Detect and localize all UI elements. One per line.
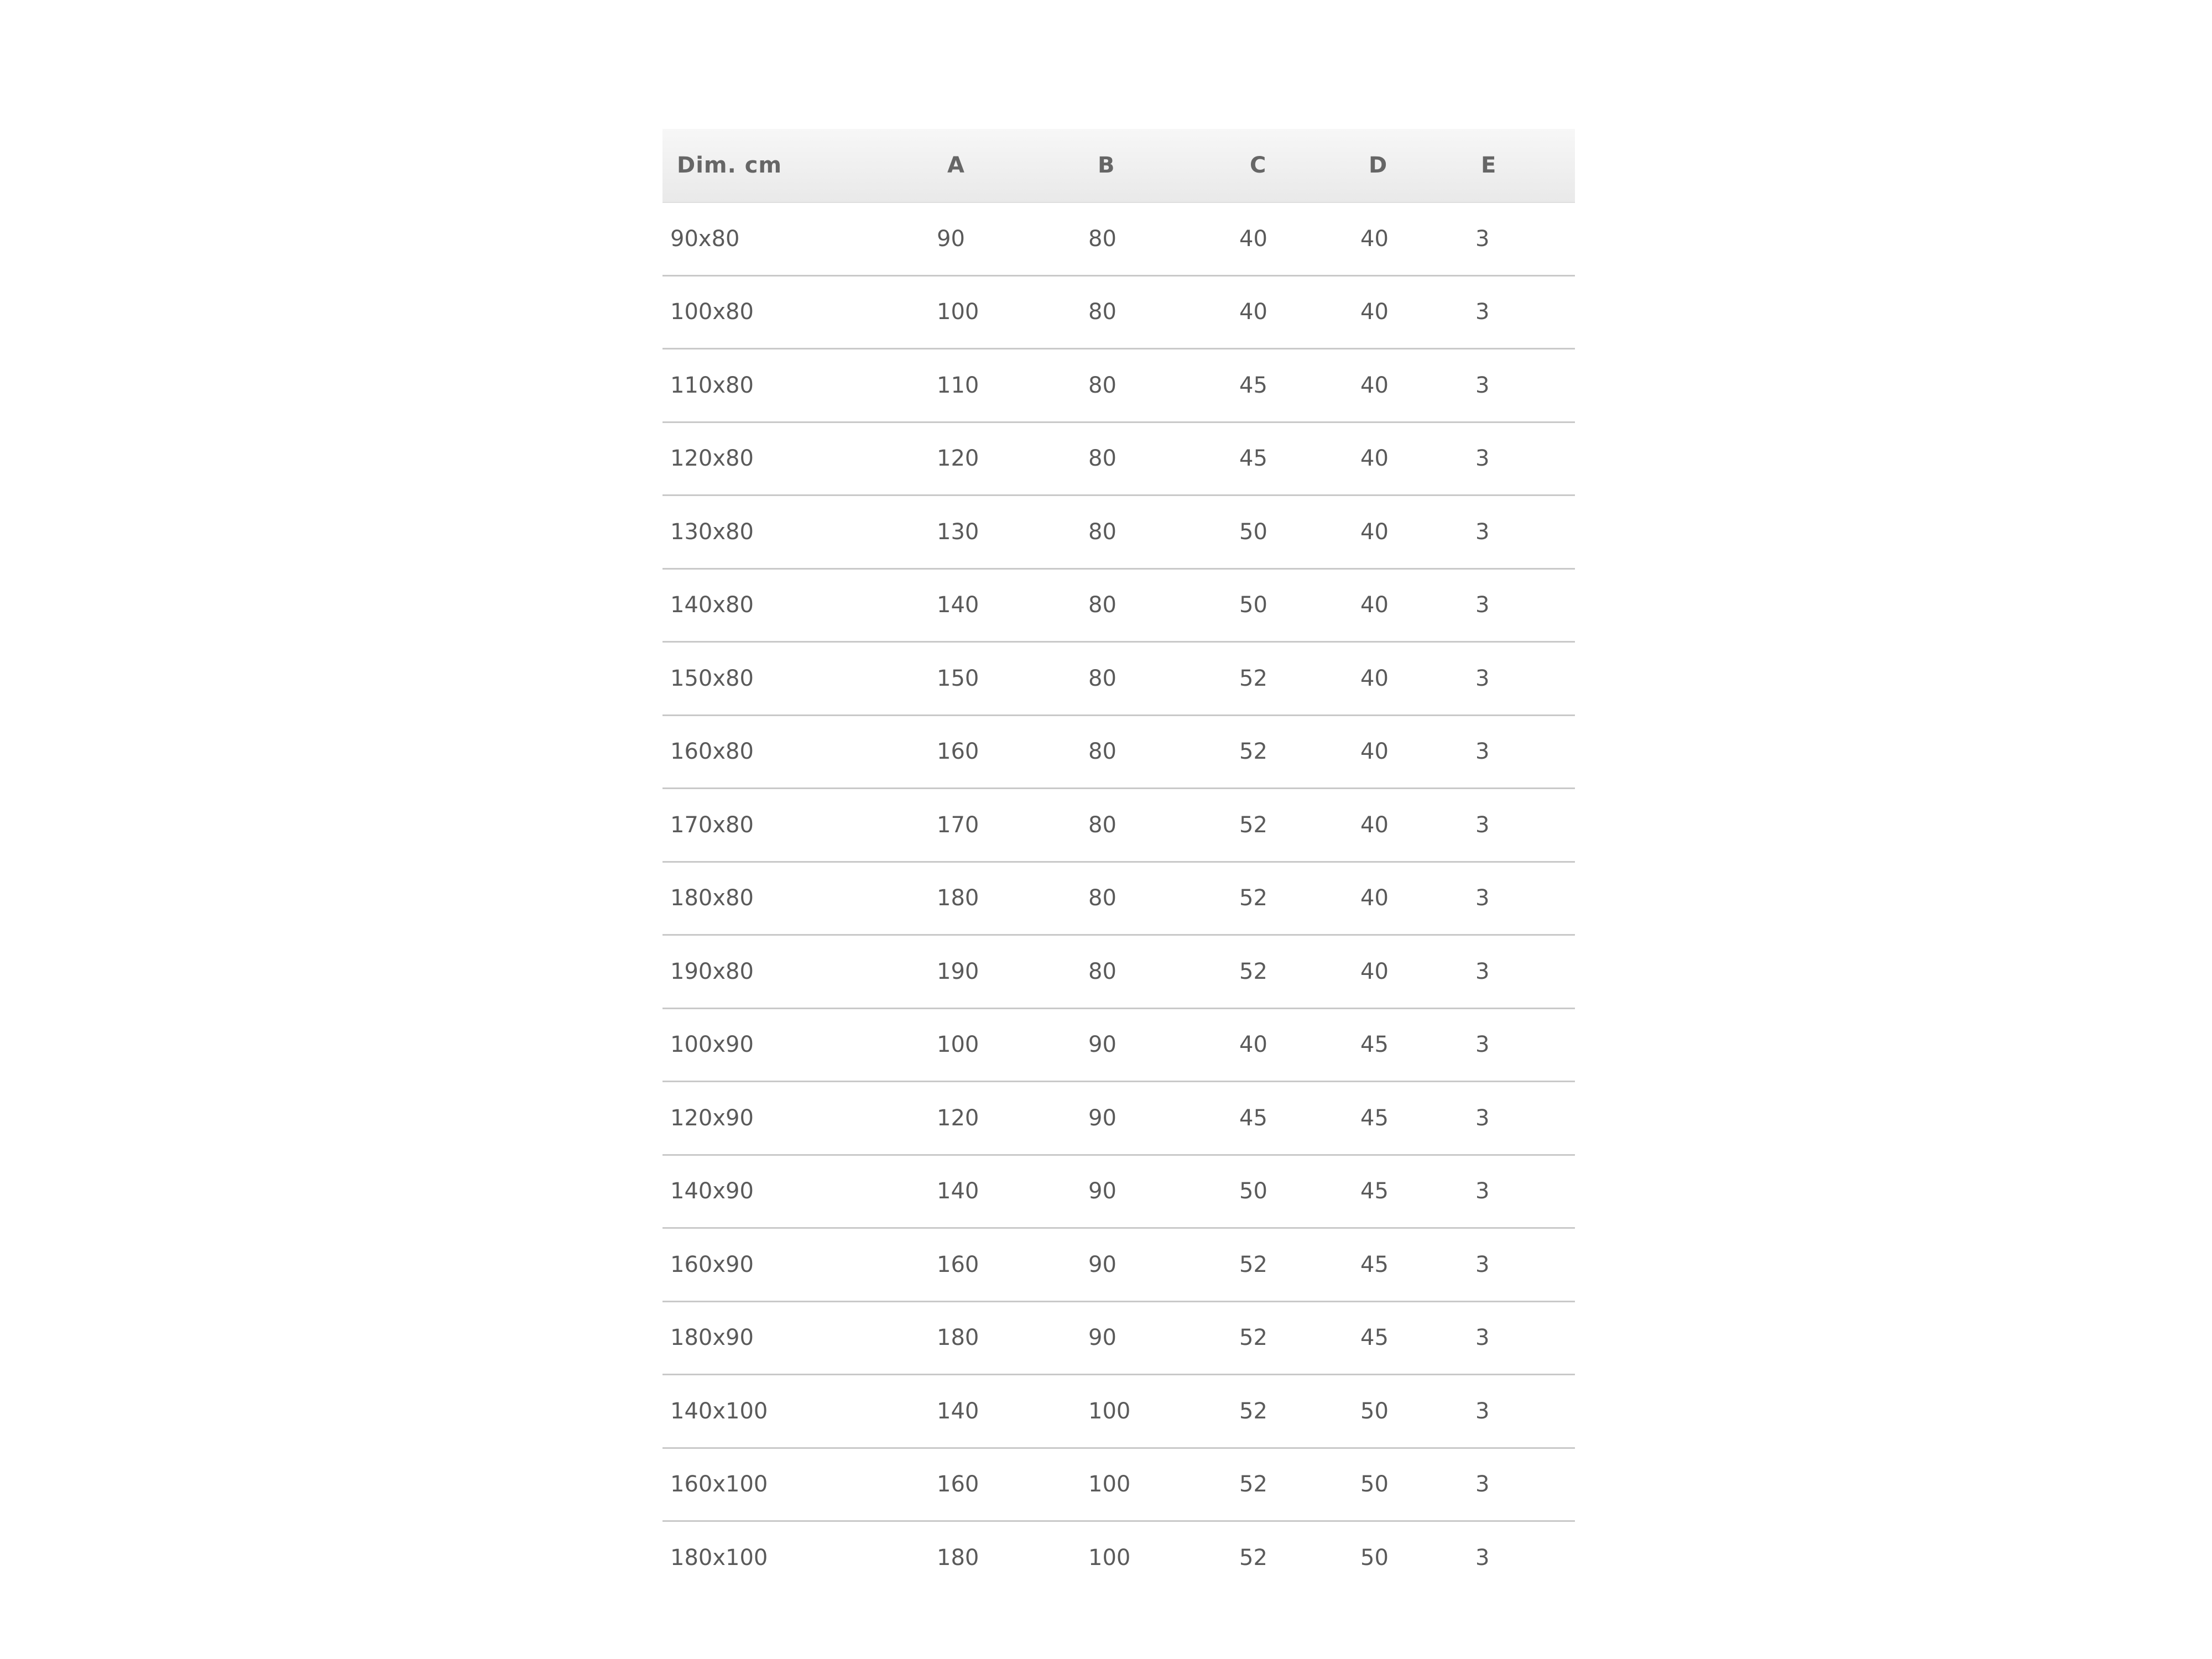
table-row bbox=[662, 1449, 1575, 1522]
cell-a: 160 bbox=[937, 739, 979, 765]
cell-b: 100 bbox=[1088, 1398, 1131, 1424]
cell-a: 90 bbox=[937, 226, 965, 252]
table-header-row bbox=[662, 129, 1575, 203]
cell-e: 3 bbox=[1475, 958, 1490, 984]
cell-d: 40 bbox=[1360, 665, 1389, 691]
cell-d: 40 bbox=[1360, 592, 1389, 618]
header-b: B bbox=[1098, 153, 1115, 178]
table-row bbox=[662, 276, 1575, 350]
cell-b: 80 bbox=[1088, 299, 1117, 325]
cell-b: 90 bbox=[1088, 1178, 1117, 1204]
cell-d: 40 bbox=[1360, 739, 1389, 765]
cell-a: 160 bbox=[937, 1472, 979, 1498]
cell-e: 3 bbox=[1475, 1178, 1490, 1204]
table-row bbox=[662, 496, 1575, 570]
cell-c: 40 bbox=[1239, 299, 1267, 325]
table-row bbox=[662, 1375, 1575, 1449]
cell-d: 50 bbox=[1360, 1545, 1389, 1571]
cell-e: 3 bbox=[1475, 372, 1490, 398]
cell-dim: 100x80 bbox=[670, 299, 754, 325]
cell-d: 50 bbox=[1360, 1472, 1389, 1498]
table-row bbox=[662, 1082, 1575, 1156]
cell-d: 40 bbox=[1360, 885, 1389, 911]
cell-b: 80 bbox=[1088, 519, 1117, 545]
cell-b: 80 bbox=[1088, 372, 1117, 398]
table-body bbox=[662, 203, 1575, 1594]
cell-c: 52 bbox=[1239, 1545, 1267, 1571]
cell-a: 140 bbox=[937, 1178, 979, 1204]
table-row bbox=[662, 936, 1575, 1009]
cell-dim: 100x90 bbox=[670, 1032, 754, 1058]
cell-a: 180 bbox=[937, 1325, 979, 1351]
cell-a: 120 bbox=[937, 1105, 979, 1131]
cell-d: 40 bbox=[1360, 958, 1389, 984]
cell-c: 52 bbox=[1239, 1325, 1267, 1351]
cell-dim: 120x80 bbox=[670, 446, 754, 472]
cell-dim: 140x100 bbox=[670, 1398, 768, 1424]
cell-c: 50 bbox=[1239, 1178, 1267, 1204]
cell-d: 40 bbox=[1360, 519, 1389, 545]
cell-c: 52 bbox=[1239, 958, 1267, 984]
cell-dim: 160x100 bbox=[670, 1472, 768, 1498]
cell-a: 120 bbox=[937, 446, 979, 472]
cell-a: 100 bbox=[937, 299, 979, 325]
cell-b: 80 bbox=[1088, 665, 1117, 691]
cell-a: 100 bbox=[937, 1032, 979, 1058]
cell-c: 52 bbox=[1239, 739, 1267, 765]
table-row bbox=[662, 1009, 1575, 1083]
header-dim-cm: Dim. cm bbox=[677, 153, 782, 178]
cell-a: 150 bbox=[937, 665, 979, 691]
cell-dim: 140x80 bbox=[670, 592, 754, 618]
table-row bbox=[662, 716, 1575, 790]
header-c: C bbox=[1250, 153, 1267, 178]
cell-c: 50 bbox=[1239, 519, 1267, 545]
cell-dim: 170x80 bbox=[670, 812, 754, 838]
table-row bbox=[662, 570, 1575, 643]
cell-dim: 160x80 bbox=[670, 739, 754, 765]
table-row bbox=[662, 1156, 1575, 1229]
cell-e: 3 bbox=[1475, 1105, 1490, 1131]
header-e: E bbox=[1481, 153, 1497, 178]
cell-c: 52 bbox=[1239, 812, 1267, 838]
table-row bbox=[662, 423, 1575, 497]
cell-c: 52 bbox=[1239, 1398, 1267, 1424]
cell-a: 140 bbox=[937, 1398, 979, 1424]
cell-e: 3 bbox=[1475, 299, 1490, 325]
cell-c: 45 bbox=[1239, 1105, 1267, 1131]
cell-e: 3 bbox=[1475, 519, 1490, 545]
cell-c: 52 bbox=[1239, 665, 1267, 691]
cell-e: 3 bbox=[1475, 1472, 1490, 1498]
cell-e: 3 bbox=[1475, 1398, 1490, 1424]
cell-c: 52 bbox=[1239, 1472, 1267, 1498]
cell-a: 190 bbox=[937, 958, 979, 984]
cell-d: 50 bbox=[1360, 1398, 1389, 1424]
cell-e: 3 bbox=[1475, 739, 1490, 765]
cell-b: 80 bbox=[1088, 226, 1117, 252]
cell-a: 180 bbox=[937, 1545, 979, 1571]
table-row bbox=[662, 1229, 1575, 1302]
cell-e: 3 bbox=[1475, 1251, 1490, 1277]
cell-d: 45 bbox=[1360, 1032, 1389, 1058]
cell-b: 90 bbox=[1088, 1251, 1117, 1277]
header-a: A bbox=[947, 153, 965, 178]
cell-c: 52 bbox=[1239, 885, 1267, 911]
cell-b: 80 bbox=[1088, 592, 1117, 618]
table-row bbox=[662, 349, 1575, 423]
cell-dim: 140x90 bbox=[670, 1178, 754, 1204]
cell-c: 40 bbox=[1239, 1032, 1267, 1058]
table-row bbox=[662, 643, 1575, 716]
cell-b: 100 bbox=[1088, 1545, 1131, 1571]
cell-b: 80 bbox=[1088, 885, 1117, 911]
table-row bbox=[662, 203, 1575, 276]
cell-e: 3 bbox=[1475, 592, 1490, 618]
cell-dim: 130x80 bbox=[670, 519, 754, 545]
cell-b: 80 bbox=[1088, 958, 1117, 984]
cell-b: 90 bbox=[1088, 1325, 1117, 1351]
cell-dim: 160x90 bbox=[670, 1251, 754, 1277]
cell-e: 3 bbox=[1475, 226, 1490, 252]
cell-e: 3 bbox=[1475, 1545, 1490, 1571]
cell-a: 160 bbox=[937, 1251, 979, 1277]
cell-d: 40 bbox=[1360, 299, 1389, 325]
cell-d: 45 bbox=[1360, 1105, 1389, 1131]
cell-d: 40 bbox=[1360, 446, 1389, 472]
cell-dim: 120x90 bbox=[670, 1105, 754, 1131]
cell-e: 3 bbox=[1475, 665, 1490, 691]
cell-e: 3 bbox=[1475, 1325, 1490, 1351]
table-row bbox=[662, 1302, 1575, 1376]
cell-d: 45 bbox=[1360, 1325, 1389, 1351]
table-row bbox=[662, 863, 1575, 936]
cell-dim: 150x80 bbox=[670, 665, 754, 691]
cell-b: 100 bbox=[1088, 1472, 1131, 1498]
cell-d: 40 bbox=[1360, 226, 1389, 252]
cell-a: 110 bbox=[937, 372, 979, 398]
cell-dim: 110x80 bbox=[670, 372, 754, 398]
cell-a: 170 bbox=[937, 812, 979, 838]
cell-e: 3 bbox=[1475, 812, 1490, 838]
cell-e: 3 bbox=[1475, 885, 1490, 911]
cell-b: 90 bbox=[1088, 1105, 1117, 1131]
cell-d: 45 bbox=[1360, 1178, 1389, 1204]
cell-b: 80 bbox=[1088, 739, 1117, 765]
table-row bbox=[662, 1522, 1575, 1594]
cell-dim: 190x80 bbox=[670, 958, 754, 984]
table-row bbox=[662, 789, 1575, 863]
cell-dim: 180x90 bbox=[670, 1325, 754, 1351]
cell-c: 45 bbox=[1239, 372, 1267, 398]
cell-e: 3 bbox=[1475, 1032, 1490, 1058]
cell-dim: 90x80 bbox=[670, 226, 740, 252]
cell-d: 45 bbox=[1360, 1251, 1389, 1277]
cell-d: 40 bbox=[1360, 812, 1389, 838]
cell-c: 52 bbox=[1239, 1251, 1267, 1277]
cell-c: 45 bbox=[1239, 446, 1267, 472]
cell-b: 80 bbox=[1088, 812, 1117, 838]
cell-dim: 180x100 bbox=[670, 1545, 768, 1571]
cell-dim: 180x80 bbox=[670, 885, 754, 911]
cell-a: 130 bbox=[937, 519, 979, 545]
cell-a: 180 bbox=[937, 885, 979, 911]
cell-a: 140 bbox=[937, 592, 979, 618]
cell-c: 40 bbox=[1239, 226, 1267, 252]
cell-b: 90 bbox=[1088, 1032, 1117, 1058]
header-d: D bbox=[1369, 153, 1388, 178]
cell-e: 3 bbox=[1475, 446, 1490, 472]
dimensions-table bbox=[662, 129, 1575, 1594]
cell-d: 40 bbox=[1360, 372, 1389, 398]
cell-c: 50 bbox=[1239, 592, 1267, 618]
cell-b: 80 bbox=[1088, 446, 1117, 472]
